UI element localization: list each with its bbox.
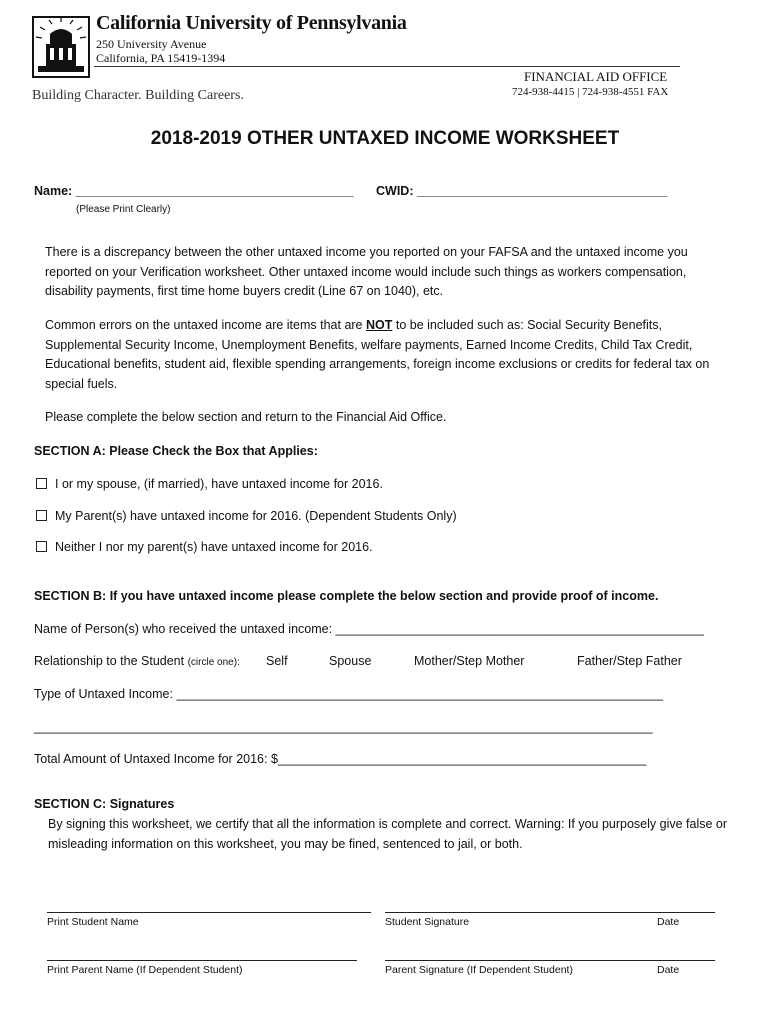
- header-divider: [94, 66, 680, 67]
- document-title: 2018-2019 OTHER UNTAXED INCOME WORKSHEET: [150, 128, 620, 149]
- address-line-1: 250 University Avenue: [96, 37, 207, 51]
- intro-paragraph-1: There is a discrepancy between the other untaxed income you reported on your FAFSA and the untaxed income you reported on your Verification worksheet. Other untaxed income would include such things as workers compensation, disability payments, first time home buyers credit (Line 67 on 1040), etc.: [45, 245, 688, 298]
- untaxed-type-continuation-line[interactable]: _________________________________________________________________________________________: [34, 720, 653, 734]
- university-seal-logo: [32, 16, 90, 78]
- cwid-field[interactable]: CWID: ____________________________________: [376, 184, 668, 198]
- relationship-option-self[interactable]: Self: [266, 654, 288, 668]
- not-emphasis: NOT: [365, 318, 393, 332]
- checkbox-icon[interactable]: [36, 541, 47, 552]
- checkbox-icon[interactable]: [36, 478, 47, 489]
- student-signature-label: Student Signature: [385, 916, 470, 928]
- print-student-name-label: Print Student Name: [47, 916, 139, 928]
- financial-aid-office-label: FINANCIAL AID OFFICE: [524, 69, 668, 84]
- parent-signature-label: Parent Signature (If Dependent Student): [385, 964, 573, 976]
- student-signature-line[interactable]: [385, 912, 715, 913]
- option-parents[interactable]: My Parent(s) have untaxed income for 2016. (Dependent Students Only): [36, 507, 457, 527]
- relationship-option-father[interactable]: Father/Step Father: [577, 654, 682, 668]
- option-neither[interactable]: Neither I nor my parent(s) have untaxed income for 2016.: [36, 538, 373, 558]
- relationship-option-spouse[interactable]: Spouse: [329, 654, 372, 668]
- print-clearly-note: (Please Print Clearly): [76, 204, 171, 215]
- person-name-field[interactable]: Name of Person(s) who received the untaxed income: _____________________________________________________: [34, 622, 704, 636]
- office-phone: 724-938-4415 | 724-938-4551 FAX: [512, 86, 669, 98]
- tagline: Building Character. Building Careers.: [32, 88, 244, 103]
- section-b-heading: SECTION B: If you have untaxed income please complete the below section and provide proof of income.: [34, 589, 659, 603]
- certification-text: By signing this worksheet, we certify that all the information is complete and correct. Warning: If you purposely give false or misleading information on this worksheet, you may be fined, sentenced to jail, or both.: [48, 817, 728, 851]
- intro-paragraph-2: Common errors on the untaxed income are items that are NOT to be included such as: Social Security Benefits, Supplemental Security Income, Unemployment Benefits, welfare payments, Earned Income Credits, Child Tax Credit, Educational benefits, student aid, flexible spending arrangements, foreign income exclusions or credits for federal tax on special fuels.: [45, 318, 710, 391]
- section-a-heading: SECTION A: Please Check the Box that Applies:: [34, 444, 318, 458]
- untaxed-type-field[interactable]: Type of Untaxed Income: ______________________________________________________________________: [34, 687, 664, 701]
- option-self-spouse[interactable]: I or my spouse, (if married), have untaxed income for 2016.: [36, 475, 383, 495]
- relationship-option-mother[interactable]: Mother/Step Mother: [414, 654, 525, 668]
- university-name: California University of Pennsylvania: [96, 12, 407, 34]
- intro-paragraph-3: Please complete the below section and return to the Financial Aid Office.: [45, 410, 447, 424]
- relationship-label: Relationship to the Student (circle one):: [34, 654, 240, 668]
- name-field[interactable]: Name: ________________________________________: [34, 184, 354, 198]
- address-line-2: California, PA 15419-1394: [96, 51, 226, 65]
- print-parent-name-line[interactable]: [47, 960, 357, 961]
- checkbox-icon[interactable]: [36, 510, 47, 521]
- section-c-heading: SECTION C: Signatures: [34, 797, 175, 811]
- student-date-label: Date: [657, 916, 680, 928]
- parent-date-label: Date: [657, 964, 680, 976]
- parent-signature-line[interactable]: [385, 960, 715, 961]
- total-amount-field[interactable]: Total Amount of Untaxed Income for 2016: $_____________________________________________________: [34, 752, 647, 766]
- print-student-name-line[interactable]: [47, 912, 371, 913]
- print-parent-name-label: Print Parent Name (If Dependent Student): [47, 964, 243, 976]
